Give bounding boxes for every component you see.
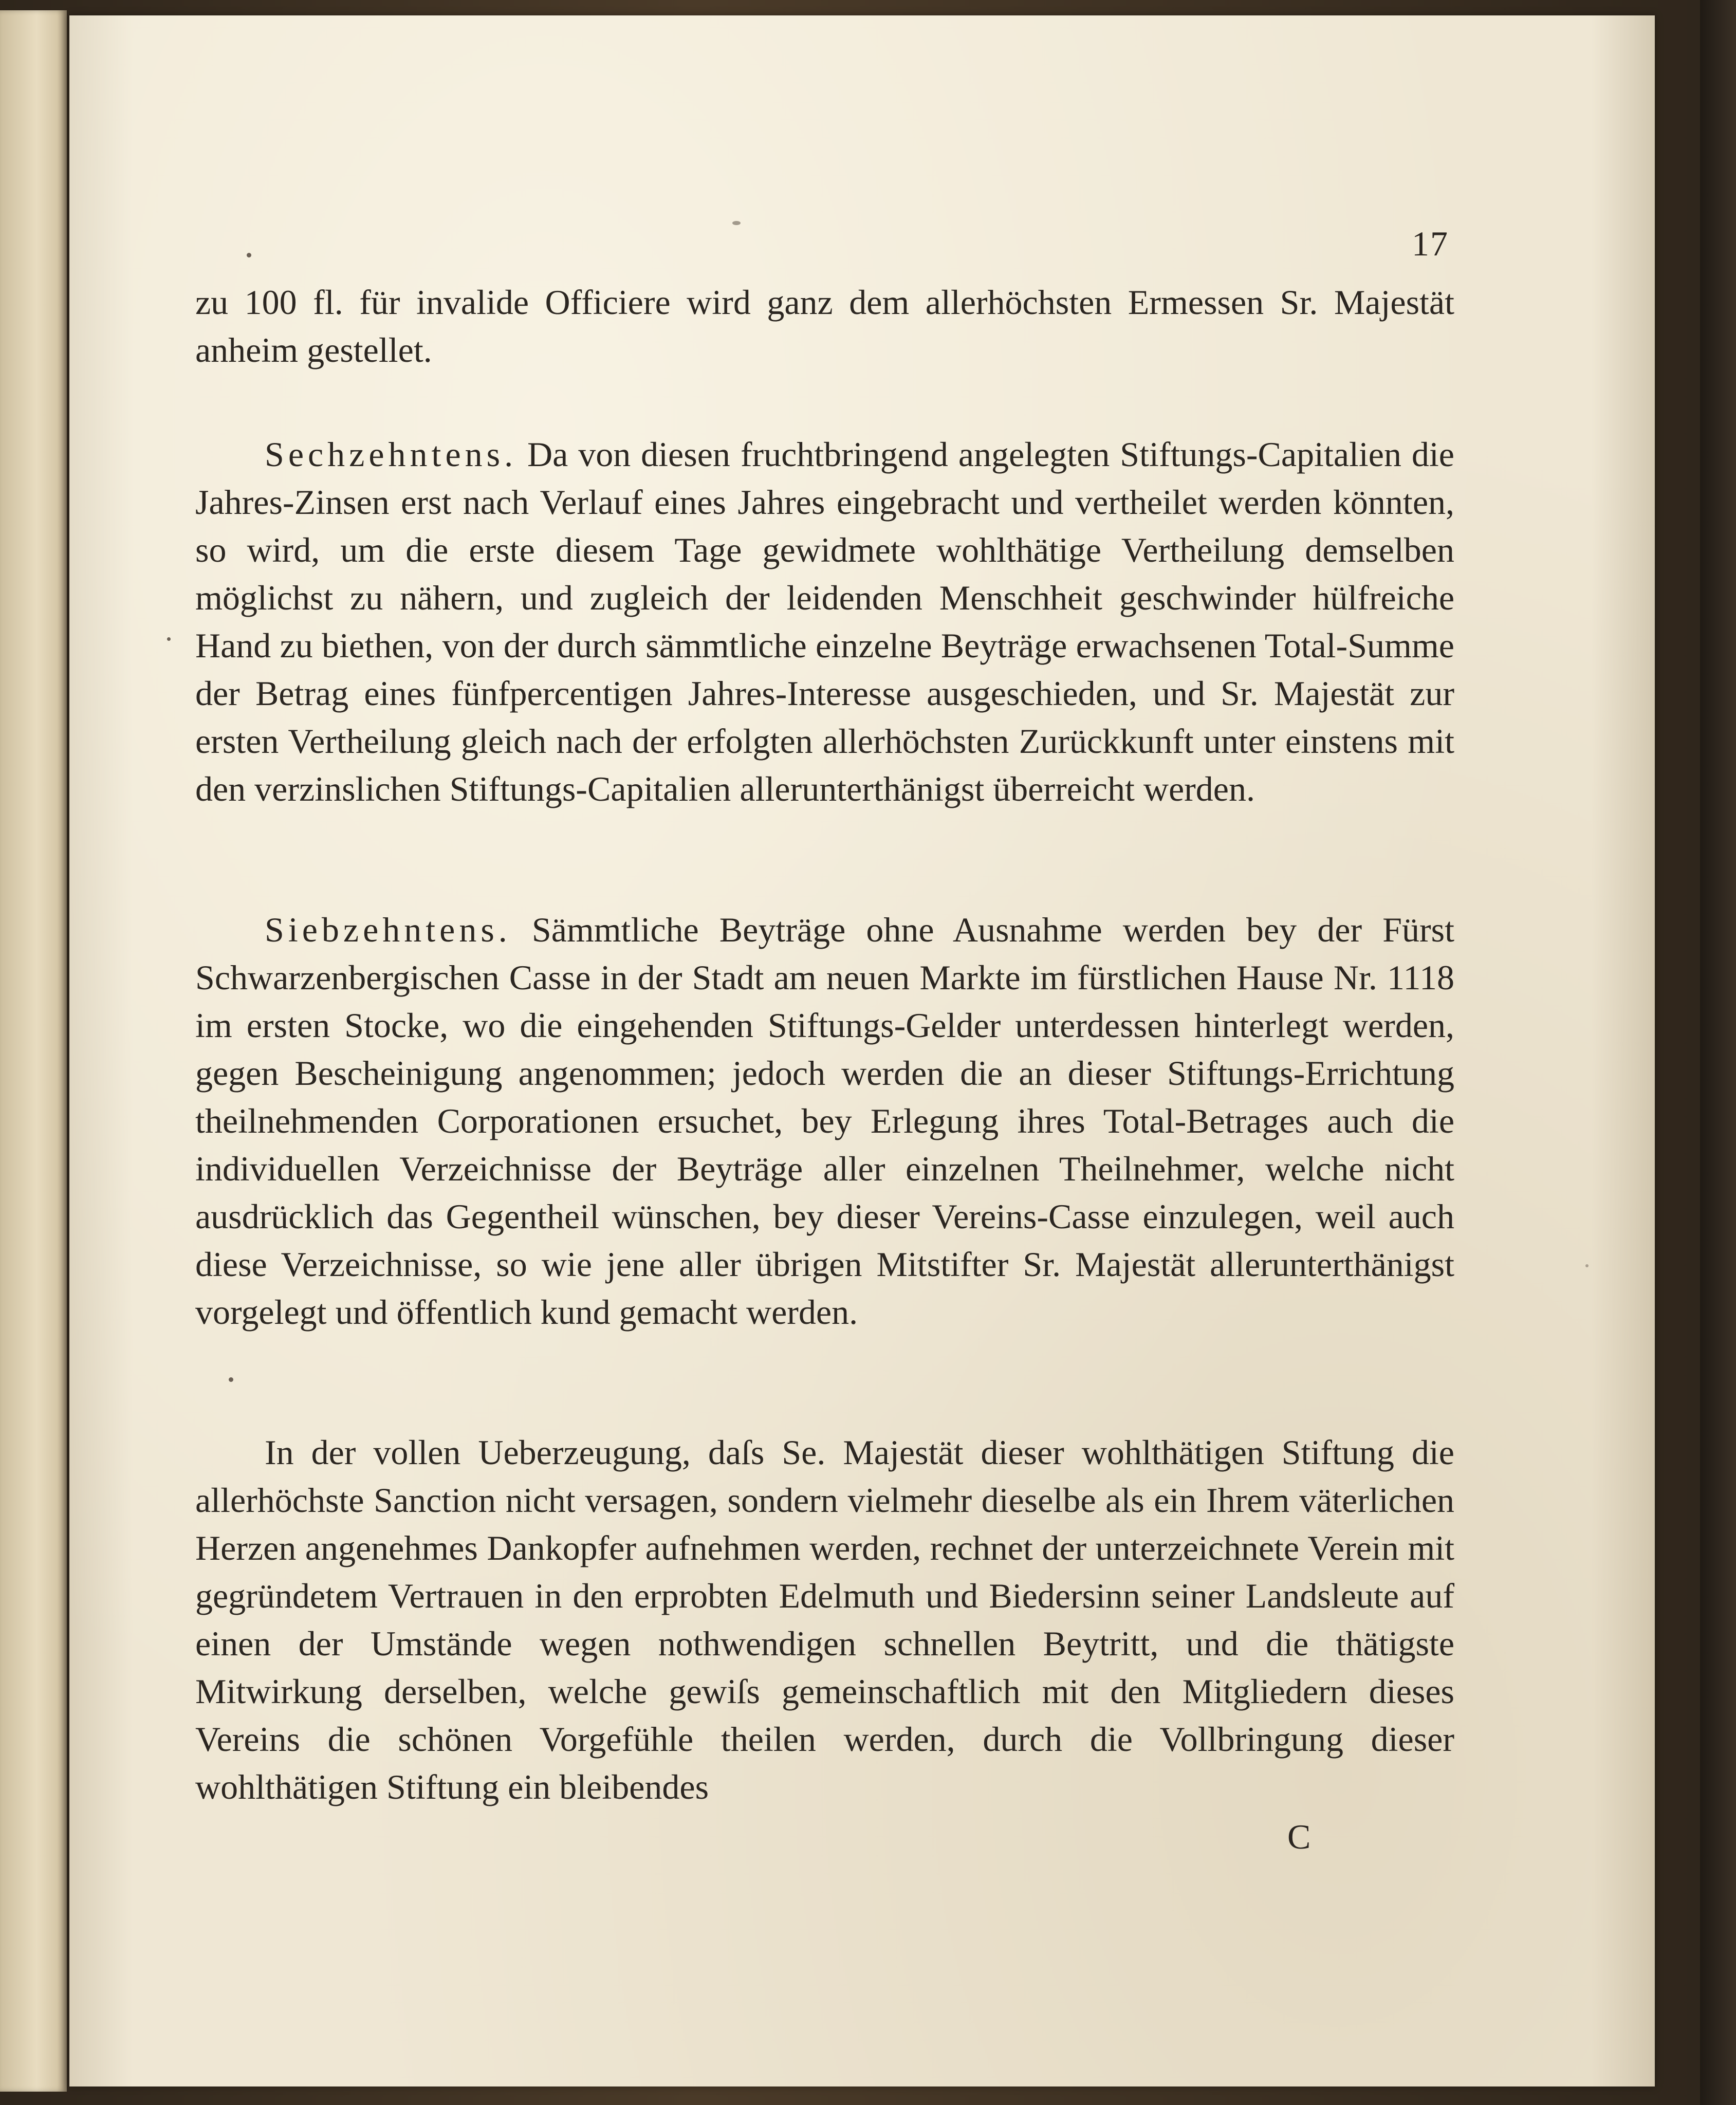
paper-speck — [732, 221, 741, 225]
paragraph-lead: Sechzehntens. — [265, 435, 518, 474]
paper-speck — [247, 253, 251, 257]
paragraph-text: Sämmtliche Beyträge ohne Ausnahme werden bey der Fürst Schwarzenbergischen Casse in der Stadt am neuen Markte im fürstlichen Hause Nr. 1118 im ersten Stocke, wo die eingehenden Stiftungs-Gelder unterdessen hinterlegt werden, gegen Bescheinigung angenommen; jedoch werden die an dieser Stiftungs-Errichtung theilnehmenden Corporationen ersuchet, bey Erlegung ihres Total-Betrages auch die individuellen Verzeichnisse der Beyträge aller einzelnen Theilnehmer, welche nicht ausdrücklich das Gegentheil wünschen, bey dieser Vereins-Casse einzulegen, weil auch diese Verzeichnisse, so wie jene aller übrigen Mitstifter Sr. Majestät allerunterthänigst vorgelegt und öffentlich kund gemacht werden. — [195, 910, 1454, 1332]
paragraph-text: Da von diesen fruchtbringend angelegten Stiftungs-Capitalien die Jahres-Zinsen erst nach Verlauf eines Jahres eingebracht und vertheilet werden könnten, so wird, um die erste diesem Tage gewidmete wohlthätige Vertheilung demselben möglichst zu nähern, und zugleich der leidenden Menschheit geschwinder hülfreiche Hand zu biethen, von der durch sämmtliche einzelne Beyträge erwachsenen Total-Summe der Betrag eines fünfpercentigen Jahres-Interesse ausgeschieden, und Sr. Majestät zur ersten Vertheilung gleich nach der erfolgten allerhöchsten Zurückkunft unter einstens mit den verzinslichen Stiftungs-Capitalien allerunterthänigst überreicht werden. — [195, 435, 1454, 808]
page-number: 17 — [1412, 224, 1449, 263]
paragraph-siebzehntens — [195, 906, 1454, 1336]
paper-speck — [1585, 1264, 1589, 1267]
signature-mark: C — [1287, 1817, 1311, 1856]
paragraph-text: In der vollen Ueberzeugung, daſs Se. Majestät dieser wohlthätigen Stiftung die allerhöchste Sanction nicht versagen, sondern vielmehr dieselbe als ein Ihrem väterlichen Herzen angenehmes Dankopfer aufnehmen werden, rechnet der unterzeichnete Verein mit gegründetem Vertrauen in den erprobten Edelmuth und Biedersinn seiner Landsleute auf einen der Umstände wegen nothwendigen schnellen Beytritt, und die thätigste Mitwirkung derselben, welche gewiſs gemeinschaftlich mit den Mitgliedern dieses Vereins die schönen Vorgefühle theilen werden, durch die Vollbringung dieser wohlthätigen Stiftung ein bleibendes — [195, 1433, 1454, 1806]
paragraph-continuation — [195, 279, 1454, 374]
paragraph-closing — [195, 1429, 1454, 1811]
paragraph-text: zu 100 fl. für invalide Officiere wird ganz dem allerhöchsten Ermessen Sr. Majestät anheim gestellet. — [195, 283, 1454, 370]
right-binding-shadow — [1700, 0, 1736, 2105]
paragraph-sechzehntens — [195, 431, 1454, 813]
book-page — [69, 15, 1655, 2086]
paper-speck — [167, 637, 171, 641]
left-page-edge — [0, 10, 67, 2092]
paragraph-lead: Siebzehntens. — [265, 910, 511, 949]
paper-speck — [229, 1377, 233, 1382]
